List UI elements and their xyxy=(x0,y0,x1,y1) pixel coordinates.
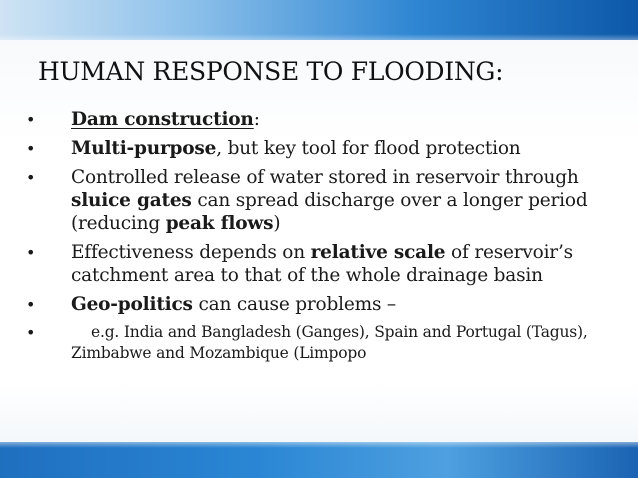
bullet-text: Effectiveness depends on xyxy=(71,242,311,263)
bullet-text: Controlled release of water stored in reservoir through xyxy=(71,167,579,188)
bullet-icon: • xyxy=(26,323,36,342)
bullet-icon: • xyxy=(26,139,36,158)
bullet-bold-text: peak flows xyxy=(165,213,274,234)
bullet-text: , but key tool for flood protection xyxy=(216,138,521,159)
bullet-icon: • xyxy=(26,295,36,314)
bullet-item-effectiveness xyxy=(18,241,628,287)
bullet-text: : xyxy=(253,109,260,130)
bullet-icon: • xyxy=(26,110,36,129)
bullet-item-geo-politics xyxy=(18,293,628,316)
header-decoration-band xyxy=(0,0,638,40)
bullet-item-controlled-release xyxy=(18,166,628,235)
bullet-bold-text: Multi-purpose xyxy=(71,138,217,159)
bullet-bold-text: sluice gates xyxy=(71,190,192,211)
bullet-text: e.g. India and Bangladesh (Ganges), Spain and Portugal (Tagus), Zimbabwe and Mozambique (Limpopo xyxy=(71,323,588,362)
bullet-bold-text: Dam construction xyxy=(71,109,254,130)
bullet-item-examples xyxy=(18,322,628,364)
bullet-bold-text: relative scale xyxy=(310,242,446,263)
bullet-list xyxy=(18,108,628,370)
slide-title: HUMAN RESPONSE TO FLOODING: xyxy=(38,57,504,86)
bullet-item-dam-construction xyxy=(18,108,628,131)
bullet-text: can spread discharge over a longer period (reducing xyxy=(71,190,588,234)
bullet-bold-text: Geo-politics xyxy=(71,294,193,315)
footer-decoration-band xyxy=(0,442,638,478)
bullet-text: can cause problems – xyxy=(192,294,396,315)
bullet-icon: • xyxy=(26,168,36,187)
bullet-item-multi-purpose xyxy=(18,137,628,160)
bullet-text: ) xyxy=(273,213,281,234)
bullet-icon: • xyxy=(26,243,36,262)
bullet-text: of reservoir’s catchment area to that of the whole drainage basin xyxy=(71,242,573,286)
